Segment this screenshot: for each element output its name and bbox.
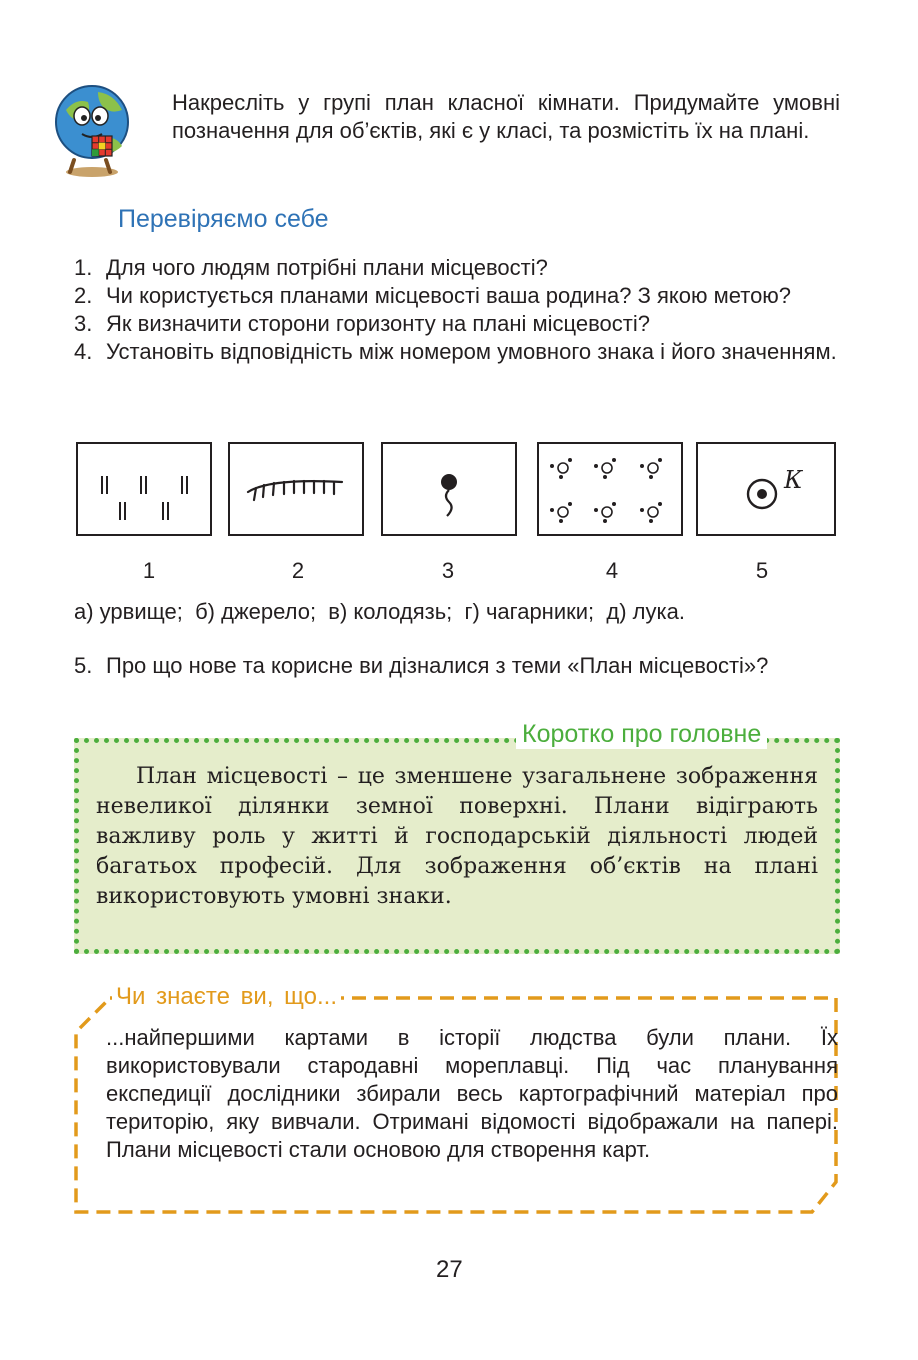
sign-number-4: 4 xyxy=(605,558,619,583)
map-signs-row xyxy=(76,442,842,538)
question-item xyxy=(74,254,840,282)
question-number: 2. xyxy=(74,283,93,308)
question-number: 4. xyxy=(74,339,93,364)
task-text: Накресліть у групі план класної кімнати. Придумайте умовні позначення для об’єктів, які є у класі, та розмістіть їх на плані. xyxy=(172,90,840,143)
question-number: 1. xyxy=(74,255,93,280)
summary-heading: Коротко про головне xyxy=(516,720,767,749)
question-text: Як визначити сторони горизонту на плані місцевості? xyxy=(106,311,650,336)
question-item xyxy=(74,310,840,338)
question-text: Для чого людям потрібні плани місцевості? xyxy=(106,255,548,280)
question-text: Чи користується планами місцевості ваша родина? З якою метою? xyxy=(106,283,792,308)
sign-number-5: 5 xyxy=(755,558,769,583)
question-text: Установіть відповідність між номером умовного знака і його значенням. xyxy=(106,339,837,364)
meadow-sign-icon xyxy=(78,444,210,534)
sign-box-1 xyxy=(76,442,212,536)
question-number: 3. xyxy=(74,311,93,336)
globe-mascot-icon xyxy=(52,80,142,180)
answer-options: а) урвище; б) джерело; в) колодязь; г) чагарники; д) лука. xyxy=(74,599,685,624)
summary-text: План місцевості – це зменшене узагальнене зображення невеликої ділянки земної поверхні. Плани відіграють важливу роль у житті й господарській діяльності людей багатьох професій. Для зображення об’єктів на плані використовують умовні знаки. xyxy=(96,764,818,909)
shrubs-sign-icon xyxy=(539,444,681,534)
question-item xyxy=(74,338,840,366)
well-sign-label: К xyxy=(784,466,803,494)
check-yourself-heading: Перевіряємо себе xyxy=(118,205,329,233)
question-list xyxy=(74,254,840,366)
sign-box-3 xyxy=(381,442,517,536)
sign-number-3: 3 xyxy=(441,558,455,583)
sign-box-4 xyxy=(537,442,683,536)
question-item xyxy=(74,652,840,680)
sign-number-2: 2 xyxy=(291,558,305,583)
sign-box-5 xyxy=(696,442,836,536)
did-you-know-text: ...найпершими картами в історії людства були плани. Їх використовували стародавні мореплавці. Під час планування експедиції дослідники збирали весь картографічний матеріал про територію, яку вивчали. Отримані відомості відображали на папері. Плани місцевості стали основою для створення карт. xyxy=(106,1025,838,1162)
sign-number-1: 1 xyxy=(142,558,156,583)
well-sign-icon xyxy=(698,444,834,534)
spring-sign-icon xyxy=(383,444,515,534)
question-item xyxy=(74,282,840,310)
question-text: Про що нове та корисне ви дізналися з теми «План місцевості»? xyxy=(106,653,769,678)
ravine-sign-icon xyxy=(230,444,362,534)
question-number: 5. xyxy=(74,653,93,678)
sign-box-2 xyxy=(228,442,364,536)
did-you-know-heading: Чи знаєте ви, що... xyxy=(112,983,341,1011)
page-number: 27 xyxy=(436,1256,463,1283)
question-5 xyxy=(74,652,840,680)
